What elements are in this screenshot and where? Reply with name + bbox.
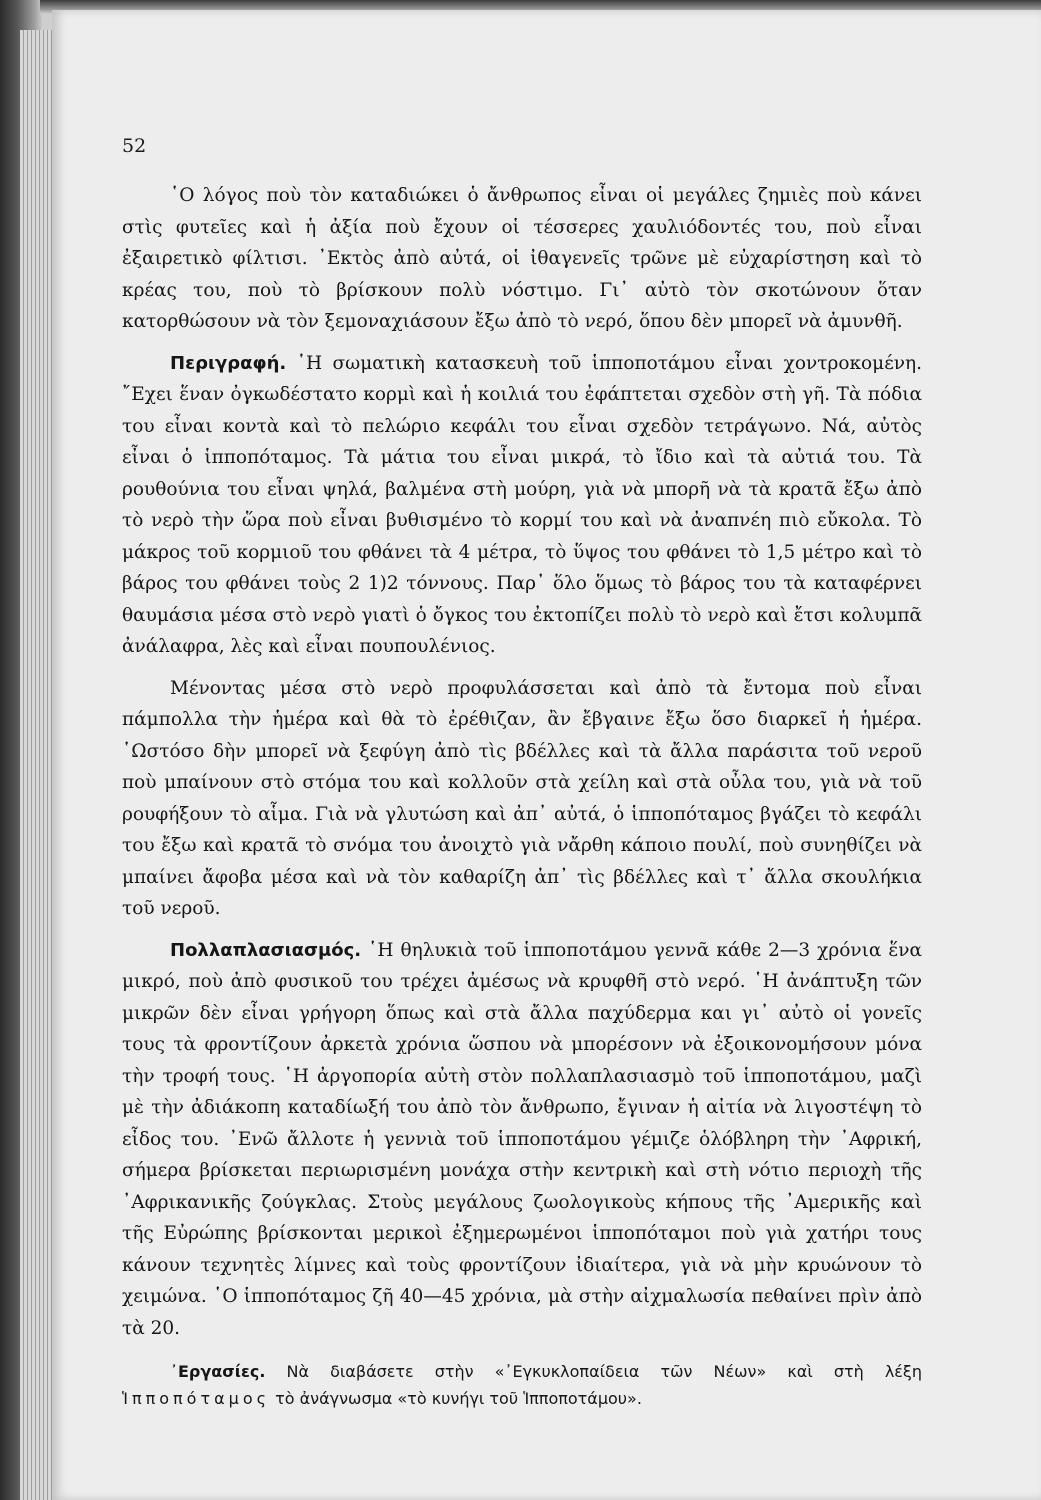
paragraph-description-text: ῾Η σωματικὴ κατασκευὴ τοῦ ἱπποποτάμου εἶναι χοντροκομένη. ῎Εχει ἕναν ὀγκωδέστατο κορμὶ καὶ ἡ κοιλιά του ἐφάπτεται σχεδὸν στὴ γῆ. Τὰ πόδια του εἶναι κοντὰ καὶ τὸ πελώριο κεφάλι του εἶναι σχεδὸν τετράγωνο. Νά, αὐτὸς εἶναι ὁ ἱπποπόταμος. Τὰ μάτια του εἶναι μικρά, τὸ ἴδιο καὶ τὰ αὐτιά του. Τὰ ρουθούνια του εἶναι ψηλά, βαλμένα στὴ μούρη, γιὰ νὰ μπορῆ νὰ τὰ κρατᾶ ἔξω ἀπὸ τὸ νερὸ τὴν ὥρα ποὺ εἶναι βυθισμένο τὸ κορμί του καὶ νὰ ἀναπνέη πιὸ εὔκολα. Τὸ μάκρος τοῦ κορμιοῦ του φθάνει τὰ 4 μέτρα, τὸ ὕψος του φθάνει τὸ 1,5 μέτρο καὶ τὸ βάρος του φθάνει τοὺς 2 1)2 τόννους. Παρ᾿ ὅλο ὅμως τὸ βάρος του τὰ καταφέρνει θαυμάσια μέσα στὸ νερὸ γιατὶ ὁ ὄγκος του ἐκτοπίζει πολὺ τὸ νερὸ καὶ ἔτσι κολυμπᾶ ἀνάλαφρα, λὲς καὶ εἶναι πουπουλένιος. [122,352,922,657]
page-number: 52 [122,135,147,157]
heading-reproduction: Πολλαπλασιασμός. [170,939,362,961]
paragraph-reproduction [122,935,922,1345]
page-stack-edges [20,30,56,1500]
heading-description: Περιγραφή. [170,352,287,374]
exercise-tail: τὸ ἀνάγνωσμα «τὸ κυνήγι τοῦ Ἱπποποτάμου». [275,1389,642,1408]
page-content [122,180,922,1412]
book-page [52,10,1041,1500]
exercise-heading: ᾿Εργασίες. [170,1362,266,1381]
paragraph-reproduction-text: ῾Η θηλυκιὰ τοῦ ἱπποποτάμου γεννᾶ κάθε 2—3 χρόνια ἕνα μικρό, ποὺ ἀπὸ φυσικοῦ του τρέχει ἀμέσως νὰ κρυφθῆ στὸ νερό. ῾Η ἀνάπτυξη τῶν μικρῶν δὲν εἶναι γρήγορη ὅπως καὶ στὰ ἄλλα παχύδερμα και γι᾿ αὐτὸ οἱ γονεῖς τους τὰ φροντίζουν ἀρκετὰ χρόνια ὥσπου νὰ μπορέσονν νὰ ἐξοικονομήσουν μόνα τὴν τροφή τους. ῾Η ἀργοπορία αὐτὴ στὸν πολλαπλασιασμὸ τοῦ ἱπποποτάμου, μαζὶ μὲ τὴν ἀδιάκοπη καταδίωξή του ἀπὸ τὸν ἄνθρωπο, ἔγιναν ἡ αἰτία νὰ λιγοστέψη τὸ εἶδος του. ᾿Ενῶ ἄλλοτε ἡ γεννιὰ τοῦ ἱπποποτάμου γέμιζε ὁλόβληρη τὴν ᾿Αφρική, σήμερα βρίσκεται περιωρισμένη μονάχα στὴν κεντρικὴ καὶ στὴ νότιο περιοχὴ τῆς ᾿Αφρικανικῆς ζούγκλας. Στοὺς μεγάλους ζωολογικοὺς κήπους τῆς ᾿Αμερικῆς καὶ τῆς Εὐρώπης βρίσκονται μερικοὶ ἐξημερωμένοι ἱπποπόταμοι ποὺ γιὰ χατήρι τους κάνουν τεχνητὲς λίμνες καὶ τοὺς φροντίζουν ἰδιαίτερα, γιὰ νὰ μὴν κρυώνουν τὸ χειμώνα. ῾Ο ἱπποπόταμος ζῆ 40—45 χρόνια, μὰ στὴν αἰχμαλωσία πεθαίνει πρὶν ἀπὸ τὰ 20. [122,939,922,1339]
paragraph-intro: ῾Ο λόγος ποὺ τὸν καταδιώκει ὁ ἄνθρωπος εἶναι οἱ μεγάλες ζημιὲς ποὺ κάνει στὶς φυτεῖες καὶ ἡ ἀξία ποὺ ἔχουν οἱ τέσσερες χαυλιόδοντές του, ποὺ εἶναι ἐξαιρετικὸ φίλτισι. ᾿Εκτὸς ἀπὸ αὐτά, οἱ ἰθαγενεῖς τρῶνε μὲ εὐχαρίστηση καὶ τὸ κρέας του, ποὺ τὸ βρίσκουν πολὺ νόστιμο. Γι᾿ αὐτὸ τὸν σκοτώνουν ὅταν κατορθώσουν νὰ τὸν ξεμοναχιάσουν ἔξω ἀπὸ τὸ νερό, ὅπου δὲν μπορεῖ νὰ ἀμυνθῆ. [122,185,922,332]
exercise-note [122,1358,922,1412]
exercise-text: Νὰ διαβάσετε στὴν «᾿Εγκυκλοπαίδεια τῶν Νέων» καὶ στὴ λέξη [286,1362,922,1381]
paragraph-description [122,348,922,663]
exercise-keyword: Ἱπποπόταμος [122,1389,270,1408]
paragraph-parasites: Μένοντας μέσα στὸ νερὸ προφυλάσσεται καὶ ἀπὸ τὰ ἔντομα ποὺ εἶναι πάμπολλα τὴν ἡμέρα καὶ θὰ τὸ ἐρέθιζαν, ἂν ἔβγαινε ἔξω ὅσο διαρκεῖ ἡ ἡμέρα. ῾Ωστόσο δὴν μπορεῖ νὰ ξεφύγη ἀπὸ τὶς βδέλλες καὶ τὰ ἄλλα παράσιτα τοῦ νεροῦ ποὺ μπαίνουν στὸ στόμα του καὶ κολλοῦν στὰ χείλη καὶ στὰ οὖλα του, γιὰ νὰ τοῦ ρουφήξουν τὸ αἷμα. Γιὰ νὰ γλυτώση καὶ ἀπ᾿ αὐτά, ὁ ἱπποπόταμος βγάζει τὸ κεφάλι του ἔξω καὶ κρατᾶ τὸ σνόμα του ἀνοιχτὸ γιὰ νἄρθη κάποιο πουλί, ποὺ συνηθίζει νὰ μπαίνει ἄφοβα μέσα καὶ νὰ τὸν καθαρίζη ἀπ᾿ τὶς βδέλλες καὶ τ᾿ ἄλλα σκουλήκια τοῦ νεροῦ. [122,677,922,919]
